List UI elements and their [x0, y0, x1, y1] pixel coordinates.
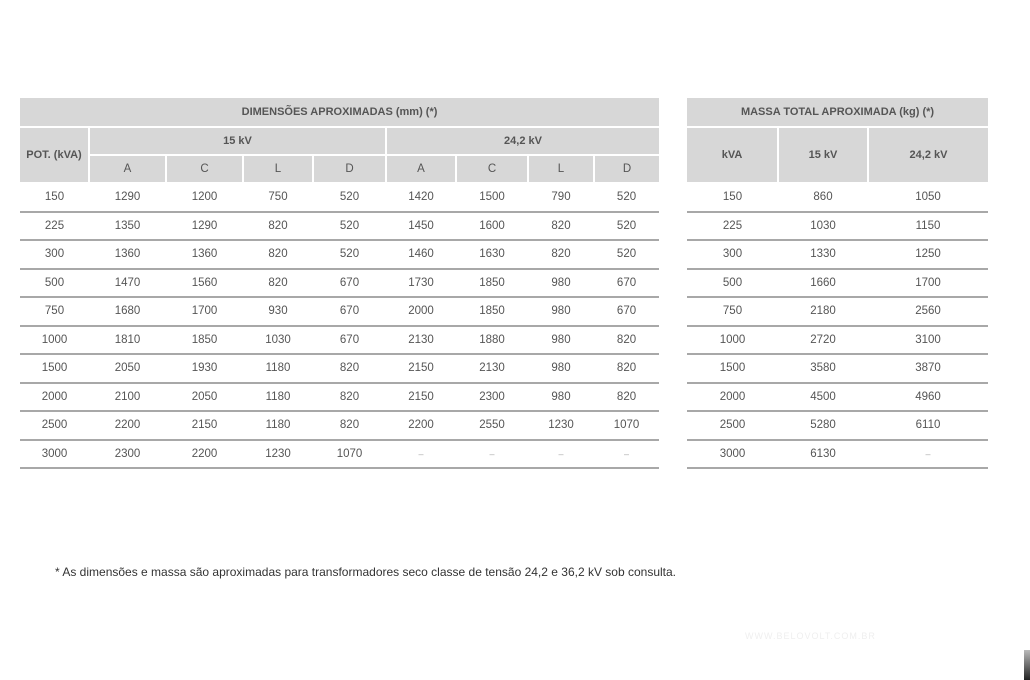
- dimension-cell: 980: [528, 354, 594, 383]
- mass-cell: 3100: [868, 326, 988, 355]
- dimension-cell: 820: [528, 240, 594, 269]
- mass-title: MASSA TOTAL APROXIMADA (kg) (*): [687, 98, 988, 127]
- column-header: D: [313, 155, 386, 183]
- dimension-cell: 670: [313, 269, 386, 298]
- power-cell: 300: [20, 240, 89, 269]
- table-row: [20, 297, 659, 326]
- dimension-cell: 820: [594, 354, 659, 383]
- dimension-cell: 750: [243, 183, 313, 212]
- mass-cell: 5280: [778, 411, 868, 440]
- dimension-cell: 670: [594, 269, 659, 298]
- dimension-cell: 2150: [166, 411, 243, 440]
- dimension-cell: 980: [528, 326, 594, 355]
- dimension-cell: 1630: [456, 240, 528, 269]
- table-row: [687, 411, 988, 440]
- power-cell: 1000: [687, 326, 778, 355]
- mass-cell: 1330: [778, 240, 868, 269]
- table-row: [20, 269, 659, 298]
- dimension-cell: 2130: [386, 326, 456, 355]
- dimension-cell: 1500: [456, 183, 528, 212]
- dimension-cell: 2300: [456, 383, 528, 412]
- mass-cell: 6130: [778, 440, 868, 469]
- dimension-cell: 1730: [386, 269, 456, 298]
- table-row: [687, 269, 988, 298]
- dimension-cell: 2200: [166, 440, 243, 469]
- dimension-cell: 1200: [166, 183, 243, 212]
- table-row: [687, 297, 988, 326]
- group-24kv-header: 24,2 kV: [386, 127, 659, 155]
- dimension-cell: 820: [243, 240, 313, 269]
- mass-cell: 1050: [868, 183, 988, 212]
- group-15kv-header: 15 kV: [89, 127, 386, 155]
- dimension-cell: 930: [243, 297, 313, 326]
- power-cell: 750: [20, 297, 89, 326]
- pot-header: POT. (kVA): [20, 127, 89, 183]
- dimension-cell: 1290: [166, 212, 243, 241]
- dimension-cell: 820: [594, 326, 659, 355]
- dimension-cell: 820: [528, 212, 594, 241]
- dimension-cell: –: [456, 440, 528, 469]
- column-header: A: [386, 155, 456, 183]
- mass-cell: 4500: [778, 383, 868, 412]
- mass-cell: 1250: [868, 240, 988, 269]
- dimension-cell: 820: [243, 269, 313, 298]
- dimension-cell: 2050: [89, 354, 166, 383]
- table-row: [687, 354, 988, 383]
- dimension-cell: 520: [313, 183, 386, 212]
- dimension-cell: –: [528, 440, 594, 469]
- column-header: A: [89, 155, 166, 183]
- dimension-cell: 1070: [313, 440, 386, 469]
- dimension-cell: 820: [313, 383, 386, 412]
- dimension-cell: 2300: [89, 440, 166, 469]
- power-cell: 225: [687, 212, 778, 241]
- mass-cell: 2720: [778, 326, 868, 355]
- table-row: [20, 440, 659, 469]
- mass-cell: 860: [778, 183, 868, 212]
- dimension-cell: 670: [313, 326, 386, 355]
- dimension-cell: 2200: [386, 411, 456, 440]
- dimension-cell: 670: [594, 297, 659, 326]
- dimension-cell: 2100: [89, 383, 166, 412]
- dimension-cell: 1930: [166, 354, 243, 383]
- mass-cell: –: [868, 440, 988, 469]
- dimension-cell: 1360: [166, 240, 243, 269]
- dimension-cell: 1180: [243, 383, 313, 412]
- dimension-cell: 2150: [386, 383, 456, 412]
- dimension-cell: 820: [313, 354, 386, 383]
- mass-cell: 4960: [868, 383, 988, 412]
- mass-cell: 1150: [868, 212, 988, 241]
- column-header: L: [243, 155, 313, 183]
- dimension-cell: 1030: [243, 326, 313, 355]
- column-header: 15 kV: [778, 127, 868, 183]
- power-cell: 1500: [20, 354, 89, 383]
- dimension-cell: 1560: [166, 269, 243, 298]
- watermark: WWW.BELOVOLT.COM.BR: [745, 631, 876, 641]
- dimension-cell: –: [594, 440, 659, 469]
- power-cell: 2000: [20, 383, 89, 412]
- dimensions-title: DIMENSÕES APROXIMADAS (mm) (*): [20, 98, 659, 127]
- dimension-cell: 2130: [456, 354, 528, 383]
- dimension-cell: 980: [528, 383, 594, 412]
- dimension-cell: 2550: [456, 411, 528, 440]
- table-row: [20, 212, 659, 241]
- column-header: D: [594, 155, 659, 183]
- mass-cell: 1030: [778, 212, 868, 241]
- table-row: [20, 354, 659, 383]
- dimension-cell: 520: [313, 212, 386, 241]
- dimensions-table: [20, 98, 659, 469]
- power-cell: 750: [687, 297, 778, 326]
- dimension-cell: 1700: [166, 297, 243, 326]
- dimension-cell: 1850: [456, 269, 528, 298]
- column-header: 24,2 kV: [868, 127, 988, 183]
- power-cell: 3000: [20, 440, 89, 469]
- power-cell: 2500: [687, 411, 778, 440]
- dimension-cell: 1230: [243, 440, 313, 469]
- dimension-cell: 1230: [528, 411, 594, 440]
- dimension-cell: 1850: [456, 297, 528, 326]
- table-row: [687, 212, 988, 241]
- dimension-cell: 520: [594, 240, 659, 269]
- dimension-cell: 2200: [89, 411, 166, 440]
- dimension-cell: 1180: [243, 354, 313, 383]
- mass-cell: 6110: [868, 411, 988, 440]
- mass-cell: 3580: [778, 354, 868, 383]
- table-row: [687, 240, 988, 269]
- mass-table: [687, 98, 988, 469]
- column-header: kVA: [687, 127, 778, 183]
- power-cell: 2500: [20, 411, 89, 440]
- table-row: [20, 326, 659, 355]
- mass-cell: 2180: [778, 297, 868, 326]
- dimension-cell: 520: [594, 183, 659, 212]
- dimension-cell: –: [386, 440, 456, 469]
- dimension-cell: 1810: [89, 326, 166, 355]
- dimension-cell: 2000: [386, 297, 456, 326]
- dimension-cell: 2150: [386, 354, 456, 383]
- dimension-cell: 1680: [89, 297, 166, 326]
- dimension-cell: 2050: [166, 383, 243, 412]
- dimension-cell: 1290: [89, 183, 166, 212]
- power-cell: 300: [687, 240, 778, 269]
- power-cell: 150: [687, 183, 778, 212]
- dimension-cell: 1350: [89, 212, 166, 241]
- dimension-cell: 820: [594, 383, 659, 412]
- column-header: C: [166, 155, 243, 183]
- table-row: [687, 326, 988, 355]
- dimension-cell: 1880: [456, 326, 528, 355]
- power-cell: 3000: [687, 440, 778, 469]
- table-row: [687, 383, 988, 412]
- power-cell: 1500: [687, 354, 778, 383]
- power-cell: 1000: [20, 326, 89, 355]
- table-row: [687, 440, 988, 469]
- table-row: [20, 411, 659, 440]
- table-row: [20, 183, 659, 212]
- table-row: [20, 383, 659, 412]
- dimension-cell: 1420: [386, 183, 456, 212]
- dimension-cell: 520: [313, 240, 386, 269]
- dimension-cell: 1070: [594, 411, 659, 440]
- power-cell: 150: [20, 183, 89, 212]
- dimension-cell: 670: [313, 297, 386, 326]
- dimension-cell: 1360: [89, 240, 166, 269]
- dimension-cell: 1850: [166, 326, 243, 355]
- dimension-cell: 1180: [243, 411, 313, 440]
- dimension-cell: 980: [528, 297, 594, 326]
- power-cell: 225: [20, 212, 89, 241]
- dimension-cell: 790: [528, 183, 594, 212]
- mass-cell: 1700: [868, 269, 988, 298]
- dimension-cell: 1460: [386, 240, 456, 269]
- dimension-cell: 980: [528, 269, 594, 298]
- column-header: C: [456, 155, 528, 183]
- mass-cell: 2560: [868, 297, 988, 326]
- dimension-cell: 1600: [456, 212, 528, 241]
- table-row: [687, 183, 988, 212]
- dimension-cell: 1470: [89, 269, 166, 298]
- power-cell: 500: [687, 269, 778, 298]
- dimension-cell: 820: [313, 411, 386, 440]
- dimension-cell: 820: [243, 212, 313, 241]
- corner-mark: [1024, 650, 1030, 680]
- column-header: L: [528, 155, 594, 183]
- power-cell: 2000: [687, 383, 778, 412]
- mass-cell: 1660: [778, 269, 868, 298]
- power-cell: 500: [20, 269, 89, 298]
- dimension-cell: 520: [594, 212, 659, 241]
- dimension-cell: 1450: [386, 212, 456, 241]
- table-row: [20, 240, 659, 269]
- mass-cell: 3870: [868, 354, 988, 383]
- footnote: * As dimensões e massa são aproximadas para transformadores seco classe de tensão 24,2 e 36,2 kV sob consulta.: [55, 565, 677, 579]
